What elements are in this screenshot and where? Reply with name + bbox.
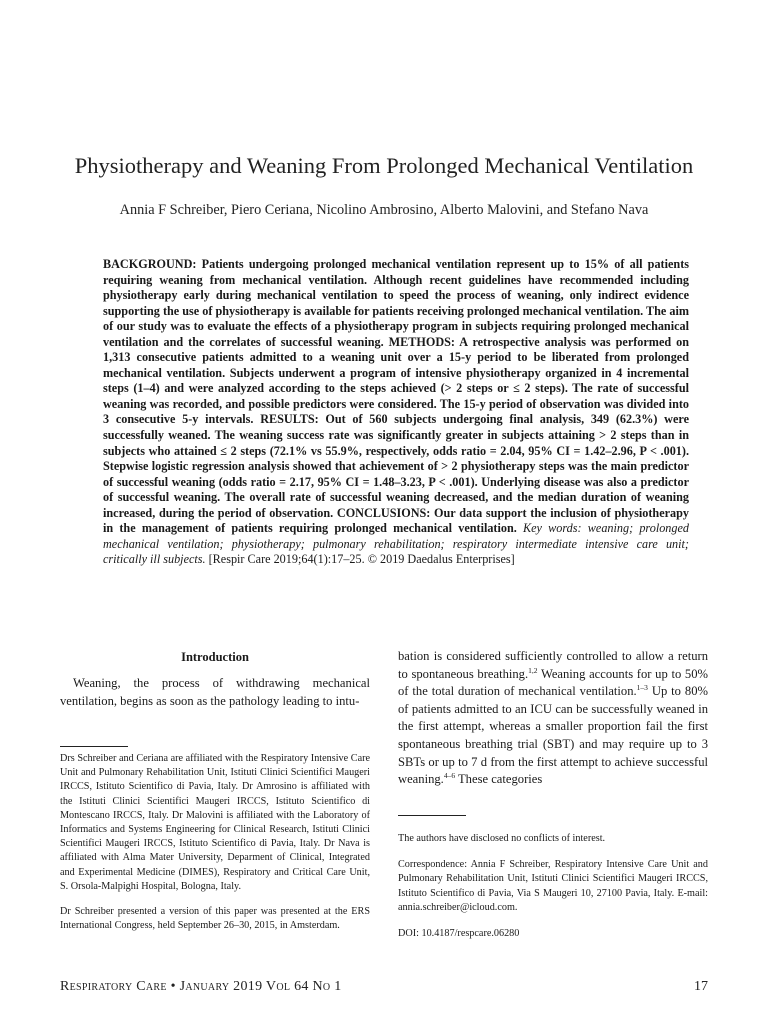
abstract — [103, 257, 689, 568]
footnotes-left — [60, 752, 370, 933]
doi-note: DOI: 10.4187/respcare.06280 — [398, 928, 520, 940]
journal-footer: Respiratory Care • January 2019 Vol 64 No 1 — [60, 979, 342, 994]
introduction-heading: Introduction — [181, 650, 249, 664]
intro-right-column — [398, 648, 708, 789]
footnote-rule-left — [60, 746, 128, 747]
affiliations-note: Drs Schreiber and Ceriana are affiliated with the Respiratory Intensive Care Unit and Pulmonary Rehabilitation Unit, Istituti Clinici Scientifici Maugeri IRCCS, Istituto Scientifico di Pavia, Italy. Dr Amrosino is affiliated with the Istituti Clinici Scientifici Maugeri IRCCS, Istituto Scientifico di Montescano IRCCS, Italy. Dr Malovini is affiliated with the Laboratory of Informatics and Systems Engineering for Clinical Research, Istituti Clinici Scientifici Maugeri IRCCS, Istituto Scientifico di Pavia, Italy. Dr Nava is affiliated with Alma Mater University, Deparment of Clinical, Integrated and Experimental Medicine (DIMES), Respiratory and Critical Care Unit, S. Orsola-Malpighi Hospital, Bologna, Italy. — [60, 753, 370, 892]
ref-superscript: 1,2 — [528, 665, 538, 675]
article-title: Physiotherapy and Weaning From Prolonged Mechanical Ventilation — [74, 153, 694, 178]
abstract-keywords: Key words: weaning; prolonged mechanical ventilation; physiotherapy; pulmonary rehabilitation; respiratory intermediate intensive care unit; critically ill subjects. — [103, 521, 689, 567]
abstract-citation: [Respir Care 2019;64(1):17–25. © 2019 Daedalus Enterprises] — [208, 552, 515, 567]
intro-paragraph-continued — [398, 648, 708, 789]
footnotes-right — [398, 832, 708, 941]
intro-text-a: bation is considered sufficiently controlled to allow a return to spontaneous breathing. — [398, 649, 708, 681]
intro-text-b: Weaning accounts for up to 50% of the total duration of mechanical ventilation. — [398, 666, 709, 699]
ref-superscript: 1–3 — [636, 683, 648, 692]
ref-superscript: 4–6 — [443, 770, 456, 780]
conflicts-note: The authors have disclosed no conflicts of interest. — [398, 833, 606, 844]
intro-left-column — [60, 675, 370, 710]
presentation-note: Dr Schreiber presented a version of this paper was presented at the ERS International Congress, held September 26–30, 2015, in Amsterdam. — [60, 906, 370, 932]
intro-text-d: These categories — [455, 772, 543, 787]
intro-text-c: Up to 80% of patients admitted to an ICU can be successfully weaned in the first attempt, whereas a smaller proportion fail the first spontaneous breathing trial (SBT) and may require up to 3 SBTs or up to 7 d from the first attempt to achieve successful weaning. — [398, 684, 708, 787]
author-list: Annia F Schreiber, Piero Ceriana, Nicolino Ambrosino, Alberto Malovini, and Stefano Nava — [119, 202, 649, 218]
page-number: 17 — [694, 979, 708, 994]
intro-paragraph-start: Weaning, the process of withdrawing mechanical ventilation, begins as soon as the pathology leading to intu- — [60, 676, 370, 708]
footnote-rule-right — [398, 815, 466, 816]
correspondence-note: Correspondence: Annia F Schreiber, Respiratory Intensive Care Unit and Pulmonary Rehabilitation Unit, Istituti Clinici Scientifici Maugeri IRCCS, Istituto Scientifico di Pavia, Via S Maugeri 10, 27100 Pavia, Italy. E-mail: annia.schreiber@icloud.com. — [398, 859, 708, 913]
abstract-body: BACKGROUND: Patients undergoing prolonged mechanical ventilation represent up to 15% of all patients requiring weaning from mechanical ventilation. Although recent guidelines have recommended including physiotherapy early during mechanical ventilation to speed the process of weaning, only indirect evidence supporting the use of physiotherapy is available for patients receiving prolonged mechanical ventilation. The aim of our study was to evaluate the effects of a physiotherapy program in subjects requiring prolonged mechanical ventilation and the correlates of successful weaning. METHODS: A retrospective analysis was performed on 1,313 consecutive patients admitted to a weaning unit over a 15-y period to be liberated from prolonged mechanical ventilation. Subjects underwent a program of intensive physiotherapy organized in 4 incremental steps (1–4) and were analyzed according to the steps achieved (> 2 steps or ≤ 2 steps). The rate of successful weaning was recorded, and possible predictors were considered. The 15-y period of observation was divided into 3 consecutive 5-y intervals. RESULTS: Out of 560 subjects undergoing final analysis, 349 (62.3%) were successfully weaned. The weaning success rate was significantly greater in subjects attaining > 2 steps than in subjects who attained ≤ 2 steps (72.1% vs 55.9%, respectively, odds ratio = 2.04, 95% CI = 1.42–2.96, P < .001). Stepwise logistic regression analysis showed that achievement of > 2 physiotherapy steps was the main predictor of successful weaning (odds ratio = 2.17, 95% CI = 1.48–3.23, P < .001). Underlying disease was also a predictor of successful weaning. The overall rate of successful weaning decreased, and the median duration of weaning increased, during the period of observation. CONCLUSIONS: Our data support the inclusion of physiotherapy in the management of patients requiring prolonged mechanical ventilation. — [103, 257, 689, 536]
